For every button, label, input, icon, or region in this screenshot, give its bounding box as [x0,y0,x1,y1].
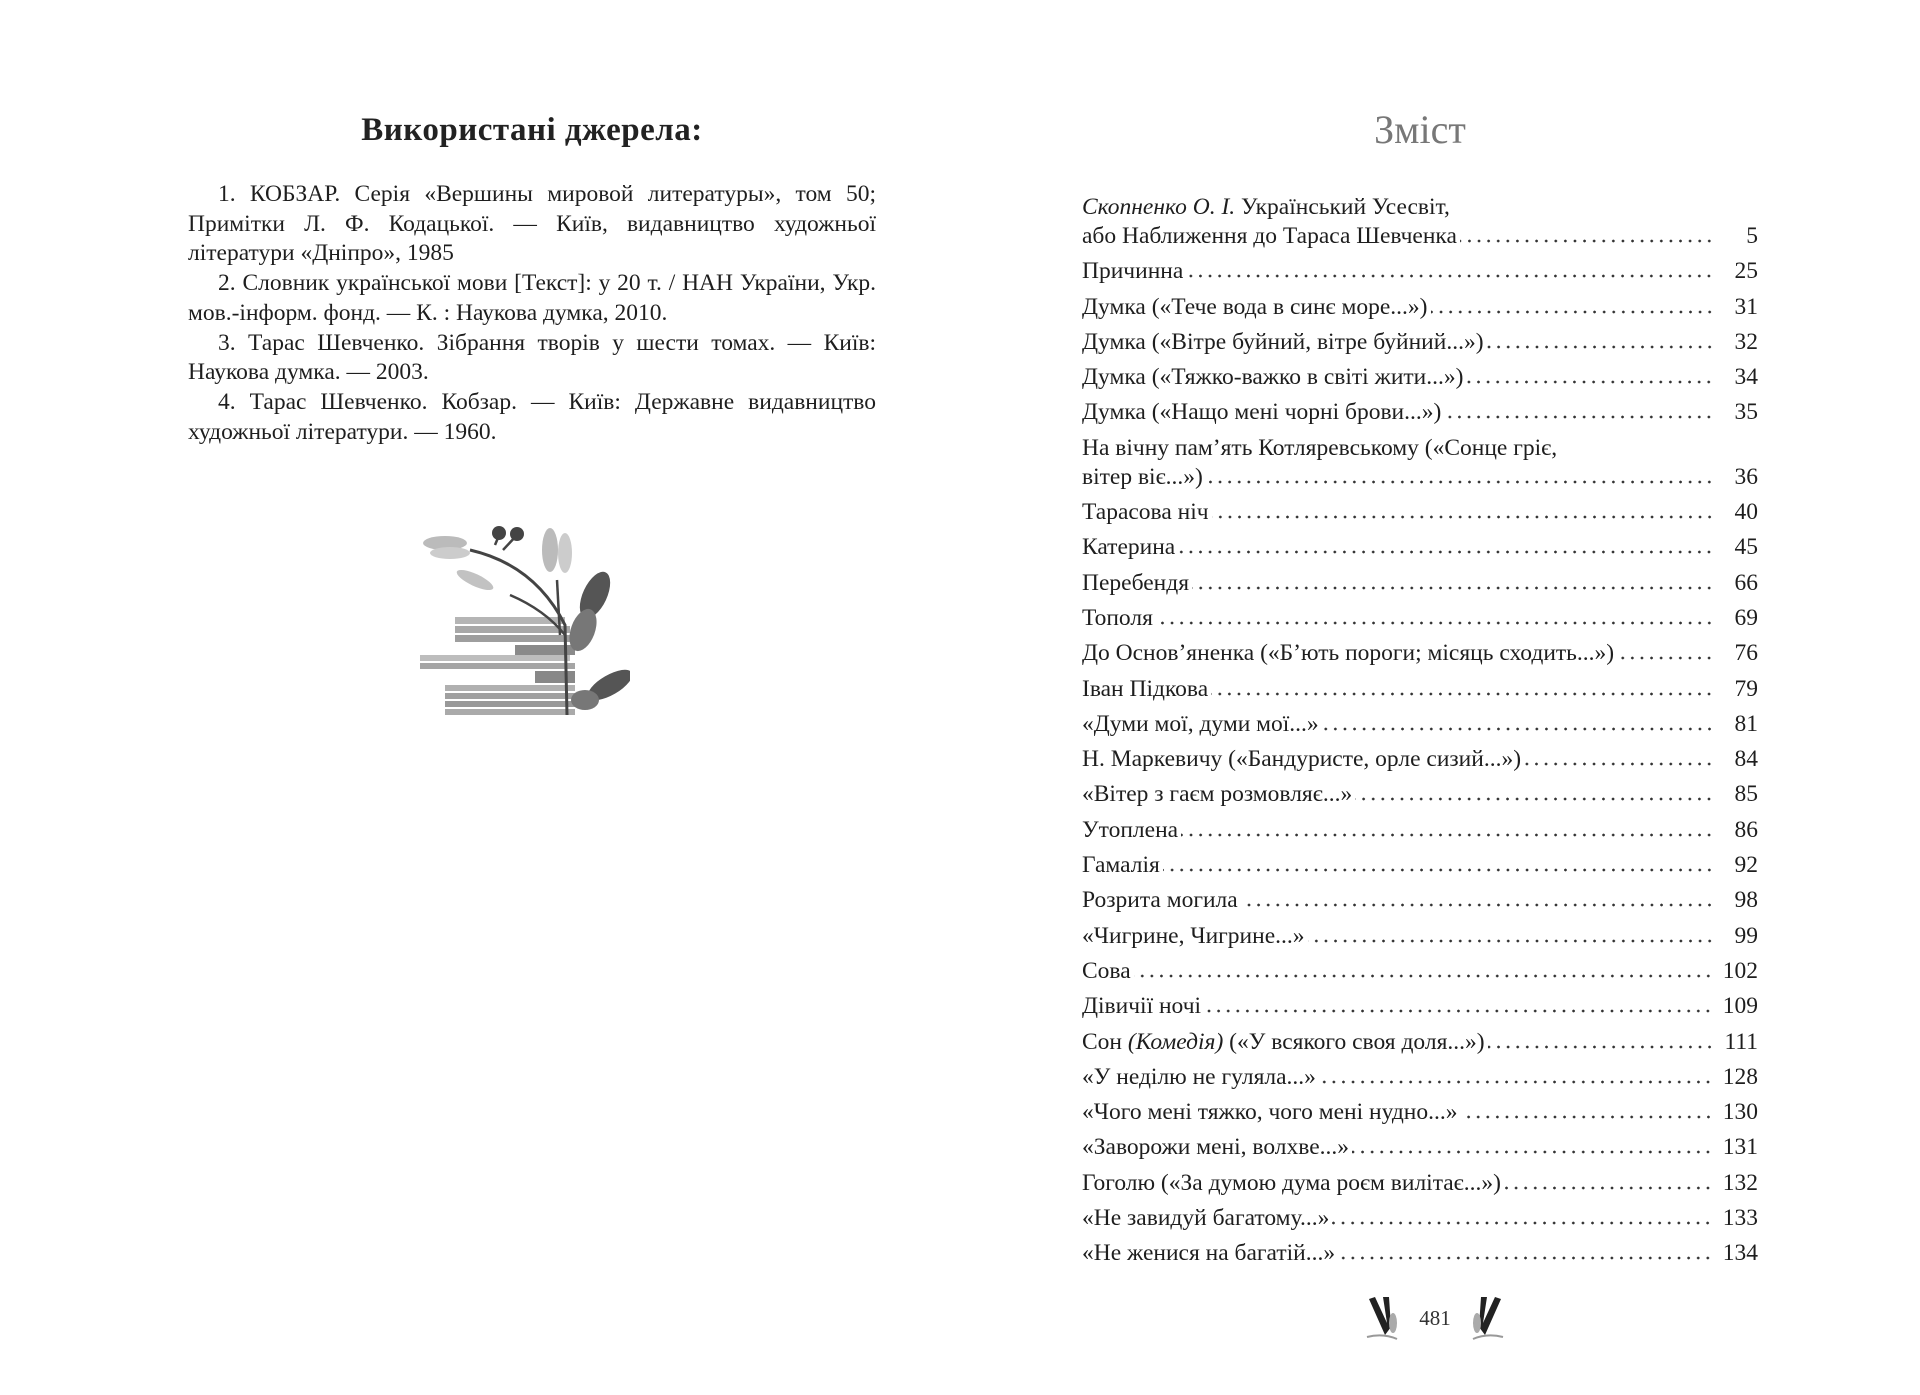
dot-leader [1332,1221,1712,1225]
toc-entry[interactable] [1082,710,1758,739]
toc-entry-page: 84 [1734,746,1758,773]
dot-leader [1163,868,1714,872]
toc-entry-title: Тарасова ніч [1082,499,1209,526]
toc-entry[interactable] [1082,745,1758,774]
toc-entry-title: Н. Маркевичу («Бандуристе, орле сизий...») [1082,746,1522,773]
toc-entry[interactable] [1082,604,1758,633]
toc-entry-title: «Чого мені тяжко, чого мені нудно...» [1082,1099,1458,1126]
source-item: 4. Тарас Шевченко. Кобзар. — Київ: Державне видавництво художньої літератури. — 1960. [188,388,876,445]
dot-leader [1338,1256,1713,1260]
toc-entry[interactable] [1082,193,1758,251]
toc-entry-page: 5 [1746,223,1758,249]
toc-entry-title: Дівичії ночі [1082,993,1202,1020]
dot-leader [1461,1115,1713,1119]
leaf-ornament-left-icon [1363,1293,1405,1343]
toc-entry-title: Думка («Тече вода в синє море...») [1082,293,1428,320]
toc-entry-title: «Не женися на багатій...» [1082,1240,1336,1267]
toc-entry-title: Український Усесвіт, [1235,194,1450,220]
dot-leader [1322,727,1714,731]
toc-entry-title [1082,1028,1485,1057]
toc-entry-page: 45 [1734,534,1758,561]
dot-leader [1617,656,1714,660]
toc-entry[interactable] [1082,639,1758,668]
toc-entry[interactable] [1082,498,1758,527]
toc-entry-page: 131 [1722,1134,1758,1161]
toc-entry-page: 130 [1722,1099,1758,1126]
source-item: 3. Тарас Шевченко. Зібрання творів у шести томах. — Київ: Наукова думка. — 2003. [188,329,876,386]
contents-heading: Зміст [1374,107,1466,152]
toc-entry[interactable] [1082,398,1758,427]
toc-entry-page: 92 [1734,852,1758,879]
source-item: 1. КОБЗАР. Серія «Вершины мировой литературы», том 50; Примітки Л. Ф. Кодацької. — Київ, видавництво художньої літератури «Дніпро», 1985 [188,181,876,267]
toc-entry-page: 102 [1722,957,1758,984]
dot-leader [1192,586,1714,590]
toc-entry-title: Думка («Вітре буйний, вітре буйний...») [1082,328,1484,355]
dot-leader [1134,974,1713,978]
toc-entry-title: Сова [1082,957,1131,984]
toc-entry-page: 66 [1734,569,1758,596]
toc-entry[interactable] [1082,1239,1758,1268]
dot-leader [1524,762,1714,766]
toc-entry[interactable] [1082,293,1758,322]
toc-entry-title: Утоплена [1082,816,1179,843]
toc-entry-title: Тополя [1082,604,1153,631]
table-of-contents [1082,193,1758,1275]
dot-leader [1211,692,1714,696]
toc-entry-page: 111 [1724,1028,1758,1055]
source-item: 2. Словник української мови [Текст]: у 20 т. / НАН України, Укр. мов.-інформ. фонд. — К. : Наукова думка, 2010. [188,270,876,326]
toc-entry-title: «Думи мої, думи мої...» [1082,710,1319,737]
toc-entry-title: Розрита могила [1082,887,1238,914]
toc-entry-page: 81 [1734,710,1758,737]
toc-entry[interactable] [1082,533,1758,562]
dot-leader [1206,480,1714,484]
toc-entry-page: 69 [1734,604,1758,631]
toc-entry-page: 34 [1734,364,1758,391]
toc-entry-page: 128 [1722,1063,1758,1090]
toc-entry-title: Думка («Нащо мені чорні брови...») [1082,399,1442,426]
toc-entry-page: 40 [1734,499,1758,526]
sources-heading: Використані джерела: [361,112,703,148]
toc-entry-title-part: («У всякого своя доля...») [1223,1028,1485,1055]
toc-entry[interactable] [1082,1204,1758,1233]
toc-entry[interactable] [1082,434,1758,492]
toc-entry-title-part: Сон [1082,1028,1128,1055]
toc-entry[interactable] [1082,1133,1758,1162]
toc-entry-page: 99 [1734,922,1758,949]
dot-leader [1204,1009,1713,1013]
toc-entry[interactable] [1082,957,1758,986]
dot-leader [1444,415,1714,419]
dot-leader [1156,621,1714,625]
toc-entry-title: «Чигрине, Чигрине...» [1082,922,1305,949]
toc-entry[interactable] [1082,569,1758,598]
toc-entry[interactable] [1082,1169,1758,1198]
toc-entry-page: 36 [1734,463,1758,490]
toc-entry-page: 109 [1722,993,1758,1020]
bird-branch-illustration-icon [415,525,630,725]
toc-entry[interactable] [1082,922,1758,951]
toc-entry-page: 79 [1734,675,1758,702]
leaf-ornament-right-icon [1465,1293,1507,1343]
dot-leader [1212,515,1714,519]
sources-list [188,180,876,447]
toc-entry-page: 25 [1734,258,1758,285]
toc-entry-title: вітер віє...») [1082,463,1203,490]
toc-entry-title: Причинна [1082,258,1184,285]
toc-entry[interactable] [1082,780,1758,809]
toc-entry[interactable] [1082,816,1758,845]
toc-entry-title: «Не завидуй багатому...» [1082,1205,1330,1232]
toc-entry-title: До Основ’яненка («Б’ють пороги; місяць сходить...») [1082,640,1615,667]
dot-leader [1460,239,1714,243]
toc-entry-page: 134 [1722,1240,1758,1267]
toc-entry[interactable] [1082,851,1758,880]
dot-leader [1488,1045,1714,1049]
toc-entry-title: Гоголю («За думою дума роєм вилітає...») [1082,1169,1501,1196]
toc-entry-page: 98 [1734,887,1758,914]
toc-entry-title: Іван Підкова [1082,675,1209,702]
dot-leader [1431,310,1714,314]
toc-entry[interactable] [1082,1098,1758,1127]
toc-entry-page: 76 [1734,640,1758,667]
toc-entry-title: Гамалія [1082,852,1160,879]
toc-entry-title-italic: (Комедія) [1127,1028,1224,1055]
dot-leader [1466,380,1714,384]
dot-leader [1352,1150,1713,1154]
page-footer [1345,1290,1525,1346]
toc-entry-title: «Вітер з гаєм розмовляє...» [1082,781,1353,808]
toc-entry[interactable] [1082,1063,1758,1092]
toc-entry-title: На вічну пам’ять Котляревському («Сонце гріє, [1082,434,1558,461]
toc-entry[interactable] [1082,992,1758,1021]
toc-entry-title: Катерина [1082,534,1176,561]
toc-entry-author: Скопненко О. І. [1082,194,1236,220]
toc-entry[interactable] [1082,1028,1758,1057]
toc-entry-title: Думка («Тяжко-важко в світі жити...») [1082,364,1464,391]
toc-entry-page: 132 [1722,1169,1758,1196]
toc-entry-title: або Наближення до Тараса Шевченка [1082,223,1457,249]
toc-entry-page: 32 [1734,328,1758,355]
toc-entry[interactable] [1082,257,1758,286]
toc-entry[interactable] [1082,328,1758,357]
dot-leader [1186,274,1714,278]
toc-entry-page: 85 [1734,781,1758,808]
toc-entry-page: 86 [1734,816,1758,843]
toc-entry[interactable] [1082,363,1758,392]
dot-leader [1319,1080,1713,1084]
dot-leader [1241,903,1714,907]
dot-leader [1308,939,1714,943]
toc-entry-page: 31 [1734,293,1758,320]
dot-leader [1487,345,1714,349]
toc-entry-title: «Заворожи мені, волхве...» [1082,1134,1350,1161]
dot-leader [1355,797,1714,801]
toc-entry-title: Перебендя [1082,569,1190,596]
dot-leader [1504,1186,1713,1190]
toc-entry[interactable] [1082,886,1758,915]
dot-leader [1178,550,1714,554]
page-number: 481 [1419,1305,1451,1330]
toc-entry-title: «У неділю не гуляла...» [1082,1063,1316,1090]
dot-leader [1181,833,1714,837]
toc-entry-page: 35 [1734,399,1758,426]
toc-entry[interactable] [1082,675,1758,704]
toc-entry-page: 133 [1722,1205,1758,1232]
